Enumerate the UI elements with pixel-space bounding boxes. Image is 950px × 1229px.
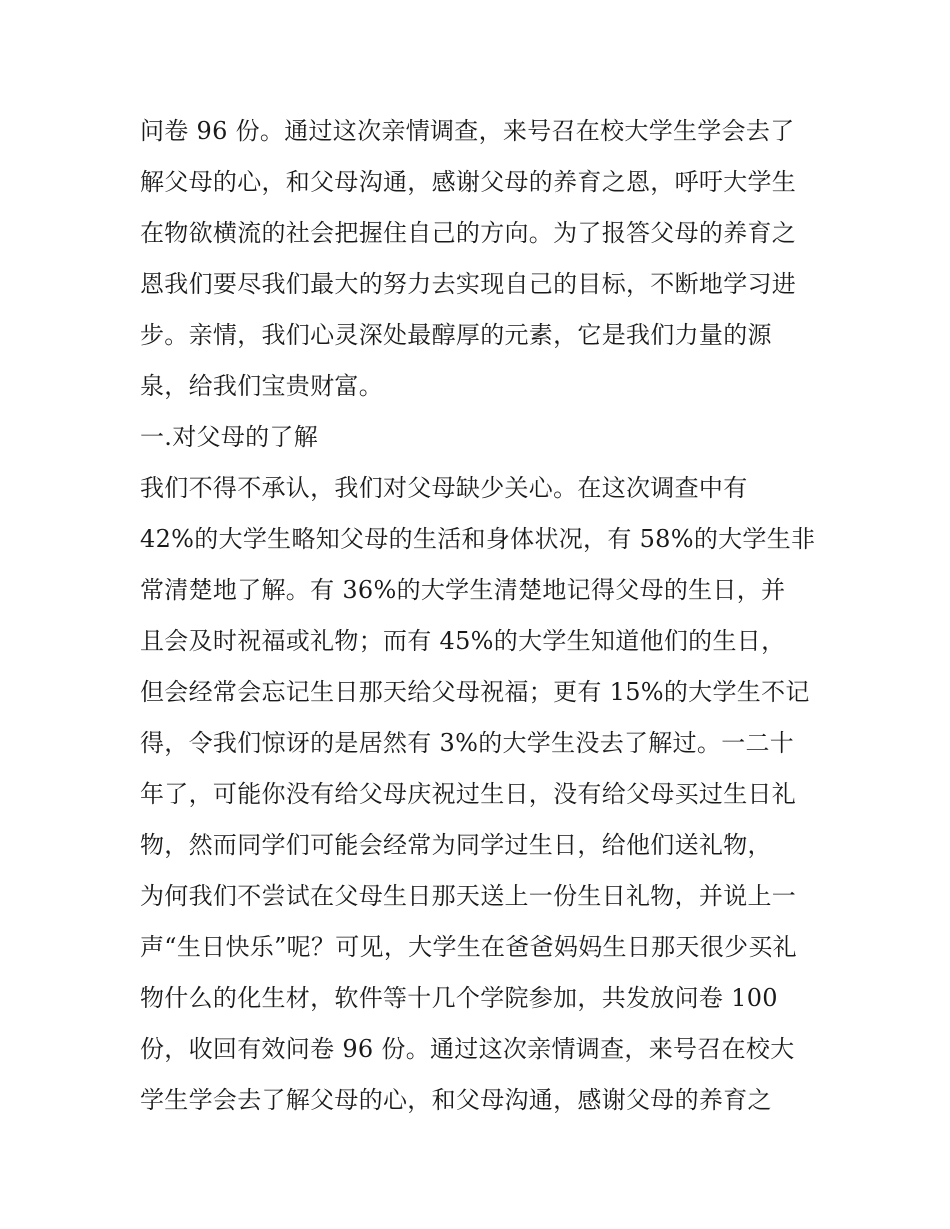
section-heading: 一.对父母的了解 — [140, 423, 319, 451]
text-line: 常清楚地了解。有 36%的大学生清楚地记得父母的生日，并 — [140, 576, 786, 604]
text-line: 物什么的化生材，软件等十几个学院参加，共发放问卷 100 — [140, 984, 778, 1012]
text-line: 学生学会去了解父母的心，和父母沟通，感谢父母的养育之 — [140, 1086, 772, 1114]
text-line: 为何我们不尝试在父母生日那天送上一份生日礼物，并说上一 — [140, 882, 797, 910]
text-line: 在物欲横流的社会把握住自己的方向。为了报答父母的养育之 — [140, 219, 797, 247]
text-line: 年了，可能你没有给父母庆祝过生日，没有给父母买过生日礼 — [140, 780, 797, 808]
text-line: 且会及时祝福或礼物；而有 45%的大学生知道他们的生日， — [140, 627, 786, 655]
text-line: 但会经常会忘记生日那天给父母祝福；更有 15%的大学生不记 — [140, 678, 810, 706]
text-line: 步。亲情，我们心灵深处最醇厚的元素，它是我们力量的源 — [140, 321, 772, 349]
text-line: 解父母的心，和父母沟通，感谢父母的养育之恩，呼吁大学生 — [140, 168, 797, 196]
text-line: 得，令我们惊讶的是居然有 3%的大学生没去了解过。一二十 — [140, 729, 795, 757]
body-text — [140, 106, 820, 1126]
text-line: 声“生日快乐”呢？可见，大学生在爸爸妈妈生日那天很少买礼 — [140, 933, 797, 961]
text-line: 份，收回有效问卷 96 份。通过这次亲情调查，来号召在校大 — [140, 1035, 795, 1063]
text-line: 问卷 96 份。通过这次亲情调查，来号召在校大学生学会去了 — [140, 117, 795, 145]
text-line: 42%的大学生略知父母的生活和身体状况，有 58%的大学生非 — [140, 525, 816, 553]
text-line: 泉，给我们宝贵财富。 — [140, 372, 383, 400]
text-line: 恩我们要尽我们最大的努力去实现自己的目标，不断地学习进 — [140, 270, 797, 298]
text-line: 我们不得不承认，我们对父母缺少关心。在这次调查中有 — [140, 474, 748, 502]
text-line: 物，然而同学们可能会经常为同学过生日，给他们送礼物， — [140, 831, 772, 859]
